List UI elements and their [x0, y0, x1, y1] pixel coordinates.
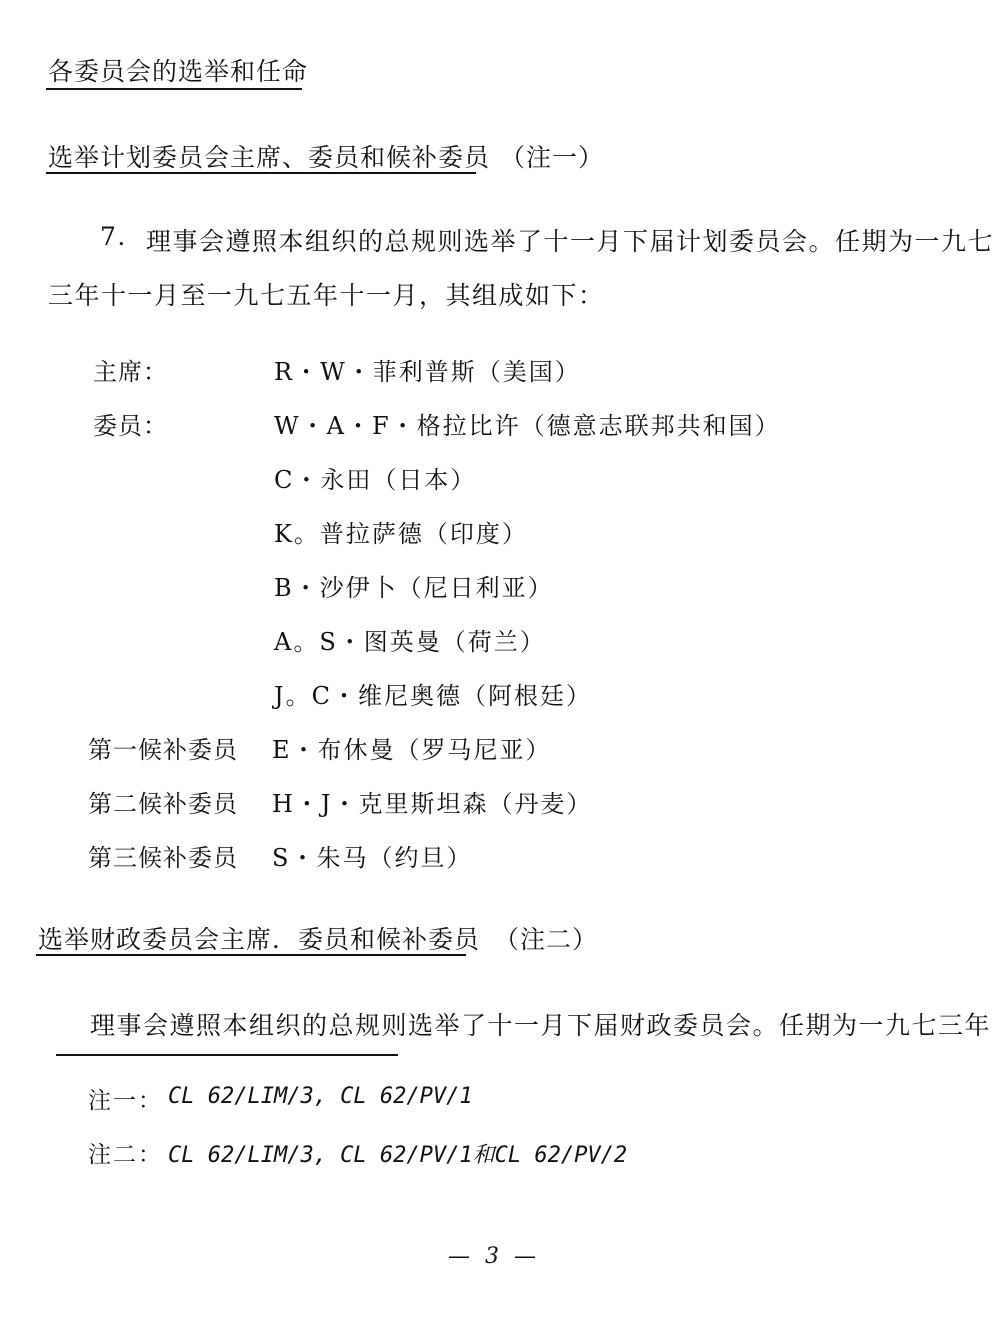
member-value: C・永田（日本）: [274, 466, 477, 494]
finance-para-line1: 理事会遵照本组织的总规则选举了十一月下届财政委员会。任期为一九七三年: [90, 1011, 992, 1040]
member-value: H・J・克里斯坦森（丹麦）: [272, 790, 593, 818]
planning-heading: 选举计划委员会主席、委员和候补委员: [48, 143, 491, 172]
para-number: 7.: [100, 222, 127, 251]
member-label: 第二候补委员: [88, 790, 238, 818]
member-value: W・A・F・格拉比许（德意志联邦共和国）: [274, 412, 781, 440]
planning-note-ref: （注一）: [500, 143, 605, 172]
member-value: B・沙伊卜（尼日利亚）: [274, 574, 554, 602]
member-label: 委员：: [93, 412, 168, 440]
member-value: K。普拉萨德（印度）: [274, 520, 528, 548]
member-value: R・W・菲利普斯（美国）: [274, 358, 581, 386]
member-label: 第一候补委员: [88, 736, 238, 764]
footnote-separator: [56, 1054, 398, 1056]
planning-heading-underline: [46, 172, 476, 174]
page-number: — 3 —: [448, 1244, 540, 1269]
finance-heading-underline: [36, 954, 466, 956]
member-value: J。C・维尼奥德（阿根廷）: [274, 682, 592, 710]
member-value: S・朱马（约旦）: [272, 844, 473, 872]
finance-note-ref: （注二）: [494, 925, 599, 954]
finance-heading: 选举财政委员会主席．委员和候补委员: [38, 925, 481, 954]
member-value: A。S・图英曼（荷兰）: [274, 628, 546, 656]
footnote-text: CL 62/LIM/3, CL 62/PV/1和CL 62/PV/2: [168, 1143, 628, 1168]
member-value: E・布休曼（罗马尼亚）: [272, 736, 552, 764]
member-label: 主席：: [93, 358, 168, 386]
footnote-label: 注一：: [88, 1088, 163, 1114]
section-title-underline: [46, 88, 302, 90]
member-label: 第三候补委员: [88, 844, 238, 872]
section-title: 各委员会的选举和任命: [48, 57, 309, 86]
planning-para-line2: 三年十一月至一九七五年十一月，其组成如下：: [48, 281, 605, 310]
footnote-label: 注二：: [88, 1142, 163, 1168]
footnote-text: CL 62/LIM/3, CL 62/PV/1: [168, 1084, 473, 1109]
planning-para-line1: 理事会遵照本组织的总规则选举了十一月下届计划委员会。任期为一九七: [146, 227, 995, 256]
